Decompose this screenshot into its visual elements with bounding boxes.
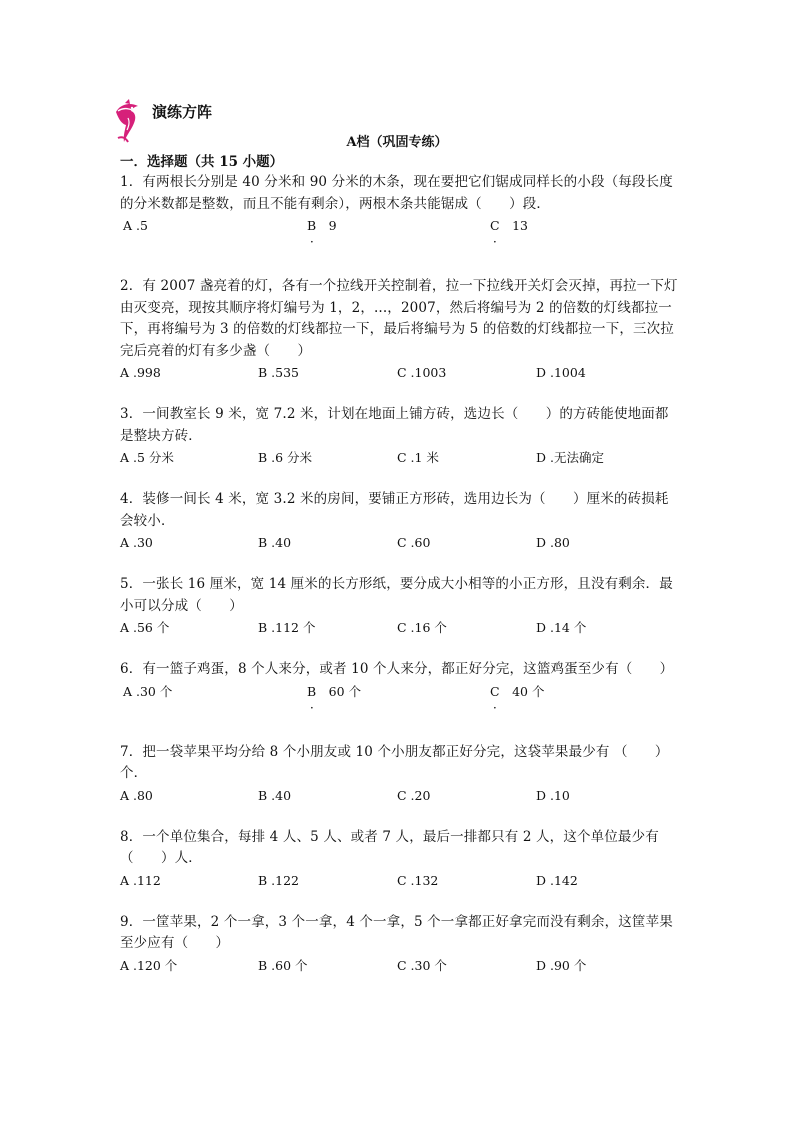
option-a[interactable]: A .998: [120, 365, 161, 380]
part-title: 一．选择题（共 15 小题）: [120, 154, 284, 170]
option-a[interactable]: A .30 个: [123, 683, 173, 699]
option-b[interactable]: B 9 ．: [307, 218, 337, 245]
question-9: [120, 912, 680, 977]
options-row: [120, 617, 680, 639]
question-5: [120, 574, 680, 639]
option-b[interactable]: B .60 个: [258, 957, 308, 973]
option-c[interactable]: C .20: [397, 787, 431, 803]
question-stem: 9．一筐苹果，2 个一拿，3 个一拿，4 个一拿，5 个一拿都正好拿完而没有剩余，这筐苹果至少应有（ ）: [120, 913, 673, 951]
option-a[interactable]: A .120 个: [120, 957, 178, 973]
option-a[interactable]: A .30: [120, 535, 153, 550]
question-6: [120, 659, 680, 725]
option-dot: ．: [493, 696, 506, 711]
options-row: [120, 447, 680, 469]
level-title: A档（巩固专练）: [346, 135, 448, 150]
question-4: [120, 489, 680, 554]
option-d[interactable]: D .142: [536, 872, 578, 888]
option-a[interactable]: A .56 个: [120, 620, 170, 635]
question-2: [120, 276, 680, 384]
option-b[interactable]: B .40: [258, 535, 292, 550]
option-c[interactable]: C .16 个: [397, 620, 447, 635]
option-d[interactable]: D .90 个: [536, 957, 587, 973]
question-list: [120, 172, 680, 977]
section-title: 演练方阵: [152, 103, 213, 121]
option-d[interactable]: D .10: [536, 787, 570, 803]
options-row: [120, 362, 680, 384]
option-c[interactable]: C .60: [397, 535, 431, 550]
options-row: [120, 215, 680, 259]
option-b[interactable]: B 60 个 ．: [307, 683, 362, 711]
options-row: [120, 870, 680, 892]
option-d[interactable]: D .1004: [536, 365, 586, 380]
option-dot: ．: [493, 231, 506, 245]
option-b[interactable]: B .122: [258, 872, 299, 888]
option-c[interactable]: C .132: [397, 872, 439, 888]
question-stem: 4．装修一间长 4 米，宽 3.2 米的房间，要铺正方形砖，选用边长为（ ）厘米的砖损耗会较小．: [120, 491, 669, 529]
option-dot: ．: [310, 231, 323, 245]
question-stem: 5．一张长 16 厘米，宽 14 厘米的长方形纸，要分成大小相等的小正方形，且没有剩余．最小可以分成（ ）: [120, 576, 673, 614]
option-a[interactable]: A .5: [123, 218, 148, 233]
option-a[interactable]: A .80: [120, 787, 153, 803]
options-row: [120, 955, 680, 977]
question-8: [120, 827, 680, 892]
options-row: [120, 532, 680, 554]
options-row: [120, 785, 680, 807]
question-stem: 7．把一袋苹果平均分给 8 个小朋友或 10 个小朋友都正好分完，这袋苹果最少有 （ ）个．: [120, 743, 669, 781]
question-stem: 2．有 2007 盏亮着的灯，各有一个拉线开关控制着，拉一下拉线开关灯会灭掉，再拉一下灯由灭变亮，现按其顺序将灯编号为 1，2，...，2007，然后将编号为 2 的倍数的灯线都拉一下，再将编号为 3 的倍数的灯线都拉一下，最后将编号为 5 的倍数的灯线都拉一下，三次拉完后亮着的灯有多少盏（ ）: [120, 278, 678, 359]
option-c[interactable]: C .30 个: [397, 957, 447, 973]
option-a[interactable]: A .5 分米: [120, 450, 174, 465]
option-a[interactable]: A .112: [120, 872, 161, 888]
option-c[interactable]: C .1003: [397, 365, 447, 380]
question-stem: 1．有两根长分别是 40 分米和 90 分米的木条，现在要把它们锯成同样长的小段（每段长度的分米数都是整数，而且不能有剩余），两根木条共能锯成（ ）段．: [120, 174, 673, 212]
option-b[interactable]: B .6 分米: [258, 450, 313, 465]
question-stem: 6．有一篮子鸡蛋，8 个人来分，或者 10 个人来分，都正好分完，这篮鸡蛋至少有（ ）: [120, 661, 674, 677]
question-7: [120, 742, 680, 807]
option-c[interactable]: C 13 ．: [490, 218, 528, 245]
option-b[interactable]: B .535: [258, 365, 299, 380]
option-d[interactable]: D .14 个: [536, 620, 587, 635]
option-c[interactable]: C 40 个 ．: [490, 683, 545, 711]
option-c[interactable]: C .1 米: [397, 450, 439, 465]
question-stem: 8．一个单位集合，每排 4 人、5 人、或者 7 人，最后一排都只有 2 人，这个单位最少有（ ）人．: [120, 828, 659, 866]
options-row: [120, 681, 680, 725]
question-stem: 3．一间教室长 9 米，宽 7.2 米，计划在地面上铺方砖，选边长（ ）的方砖能使地面都是整块方砖．: [120, 406, 669, 444]
question-1: [120, 172, 680, 259]
option-dot: ．: [310, 696, 323, 711]
question-3: [120, 404, 680, 469]
option-d[interactable]: D .80: [536, 535, 570, 550]
option-d[interactable]: D .无法确定: [536, 450, 604, 465]
option-b[interactable]: B .112 个: [258, 620, 316, 635]
option-b[interactable]: B .40: [258, 787, 292, 803]
